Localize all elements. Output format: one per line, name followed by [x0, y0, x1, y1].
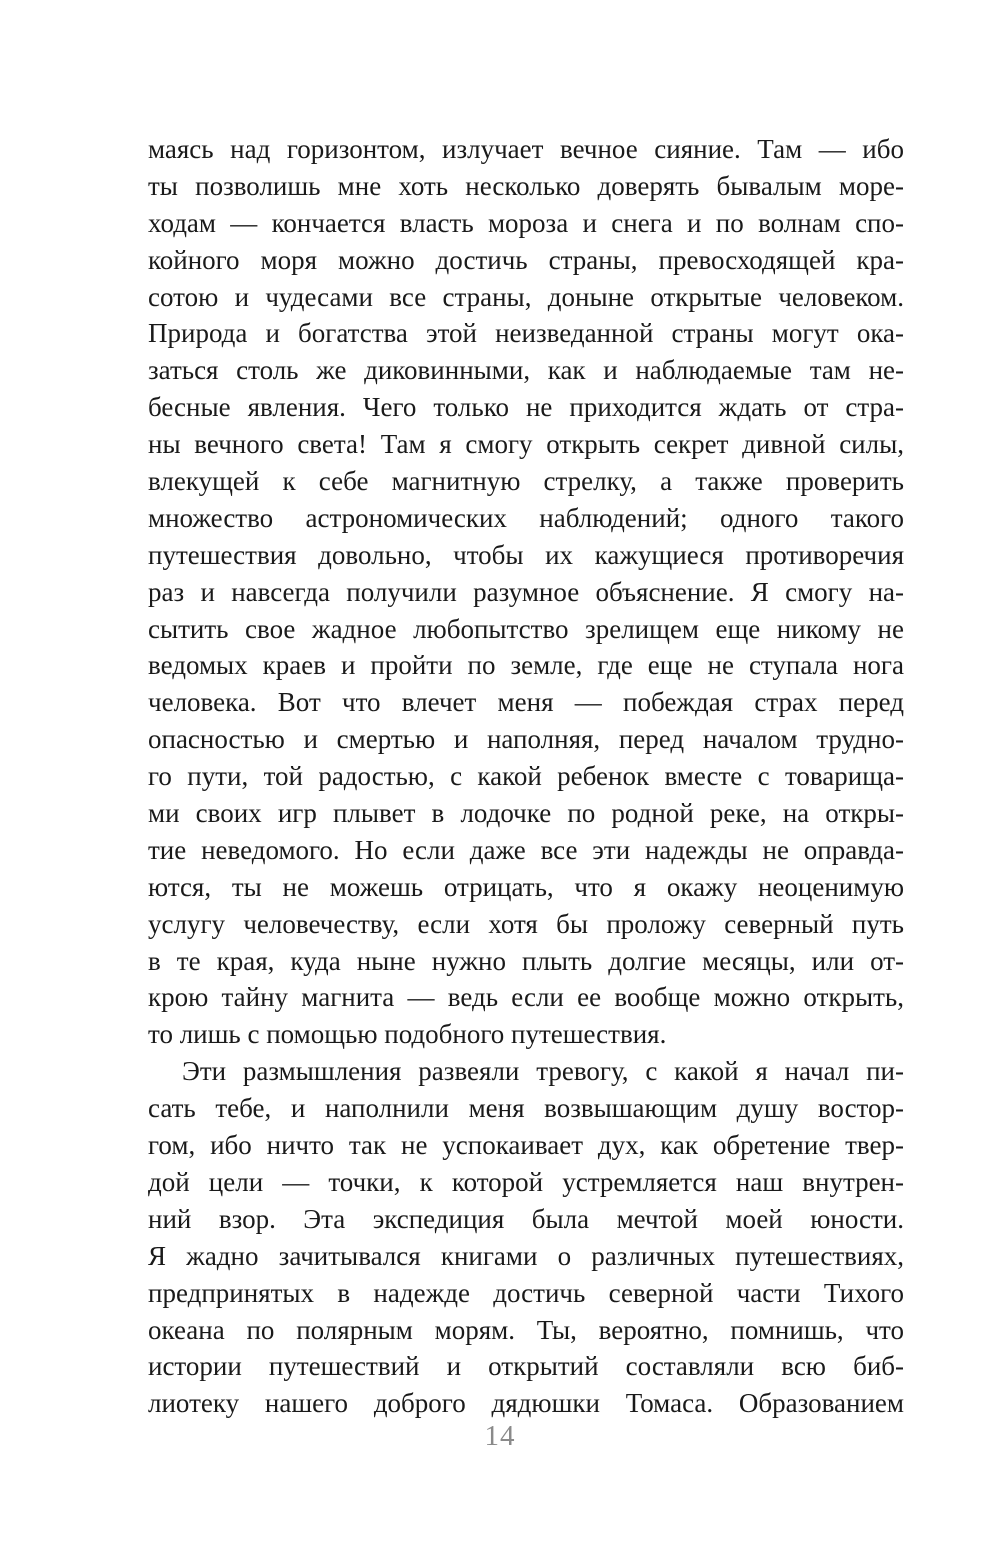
- text-line: множество астрономических наблюдений; одного такого: [148, 502, 904, 533]
- text-line: человека. Вот что влечет меня — побеждая страх перед: [148, 687, 904, 718]
- text-line: койного моря можно достичь страны, превосходящей кра-: [148, 244, 904, 275]
- text-line: го пути, той радостью, с какой ребенок вместе с товарища-: [148, 761, 904, 792]
- text-line: заться столь же диковинными, как и наблюдаемые там не-: [148, 355, 904, 386]
- text-line: опасностью и смертью и наполняя, перед началом трудно-: [148, 724, 904, 755]
- text-line: Эти размышления развеяли тревогу, с какой я начал пи-: [182, 1056, 904, 1087]
- text-line: предпринятых в надежде достичь северной части Тихого: [148, 1277, 904, 1308]
- text-line: Природа и богатства этой неизведанной страны могут ока-: [148, 318, 904, 349]
- text-line: Я жадно зачитывался книгами о различных путешествиях,: [148, 1240, 904, 1271]
- text-line: ми своих игр плывет в лодочке по родной реке, на откры-: [148, 798, 904, 829]
- text-line: ты позволишь мне хоть несколько доверять бывалым море-: [148, 170, 904, 201]
- text-line: услугу человечеству, если хотя бы проложу северный путь: [148, 908, 904, 939]
- text-line: в те края, куда ныне нужно плыть долгие месяцы, или от-: [148, 945, 904, 976]
- text-line: ются, ты не можешь отрицать, что я окажу неоценимую: [148, 871, 904, 902]
- text-line: то лишь с помощью подобного путешествия.: [148, 1019, 667, 1050]
- page-number: 14: [484, 1420, 516, 1452]
- text-line: маясь над горизонтом, излучает вечное сияние. Там — ибо: [148, 134, 904, 164]
- text-line: ний взор. Эта экспедиция была мечтой моей юности.: [148, 1203, 904, 1234]
- text-line: влекущей к себе магнитную стрелку, а также проверить: [148, 466, 904, 497]
- text-line: тие неведомого. Но если даже все эти надежды не оправда-: [148, 834, 904, 865]
- text-line: лиотеку нашего доброго дядюшки Томаса. Образованием: [148, 1388, 904, 1419]
- text-line: сотою и чудесами все страны, доныне открытые человеком.: [148, 281, 904, 312]
- text-line: ны вечного света! Там я смогу открыть секрет дивной силы,: [148, 429, 904, 460]
- text-line: ходам — кончается власть мороза и снега и по волнам спо-: [148, 207, 904, 238]
- text-line: бесные явления. Чего только не приходится ждать от стра-: [148, 392, 904, 423]
- text-line: путешествия довольно, чтобы их кажущиеся противоречия: [148, 539, 904, 570]
- text-line: гом, ибо ничто так не успокаивает дух, как обретение твер-: [148, 1130, 904, 1161]
- text-line: океана по полярным морям. Ты, вероятно, помнишь, что: [148, 1314, 904, 1345]
- text-line: сать тебе, и наполнили меня возвышающим душу востор-: [148, 1093, 904, 1124]
- text-line: крою тайну магнита — ведь если ее вообще можно открыть,: [148, 982, 904, 1013]
- body-text: [148, 131, 904, 1422]
- text-line: раз и навсегда получили разумное объяснение. Я смогу на-: [148, 576, 904, 607]
- text-line: ведомых краев и пройти по земле, где еще не ступала нога: [148, 650, 904, 681]
- text-line: сытить свое жадное любопытство зрелищем еще никому не: [148, 613, 904, 644]
- text-line: дой цели — точки, к которой устремляется наш внутрен-: [148, 1166, 904, 1197]
- text-line: истории путешествий и открытий составляли всю биб-: [148, 1351, 904, 1382]
